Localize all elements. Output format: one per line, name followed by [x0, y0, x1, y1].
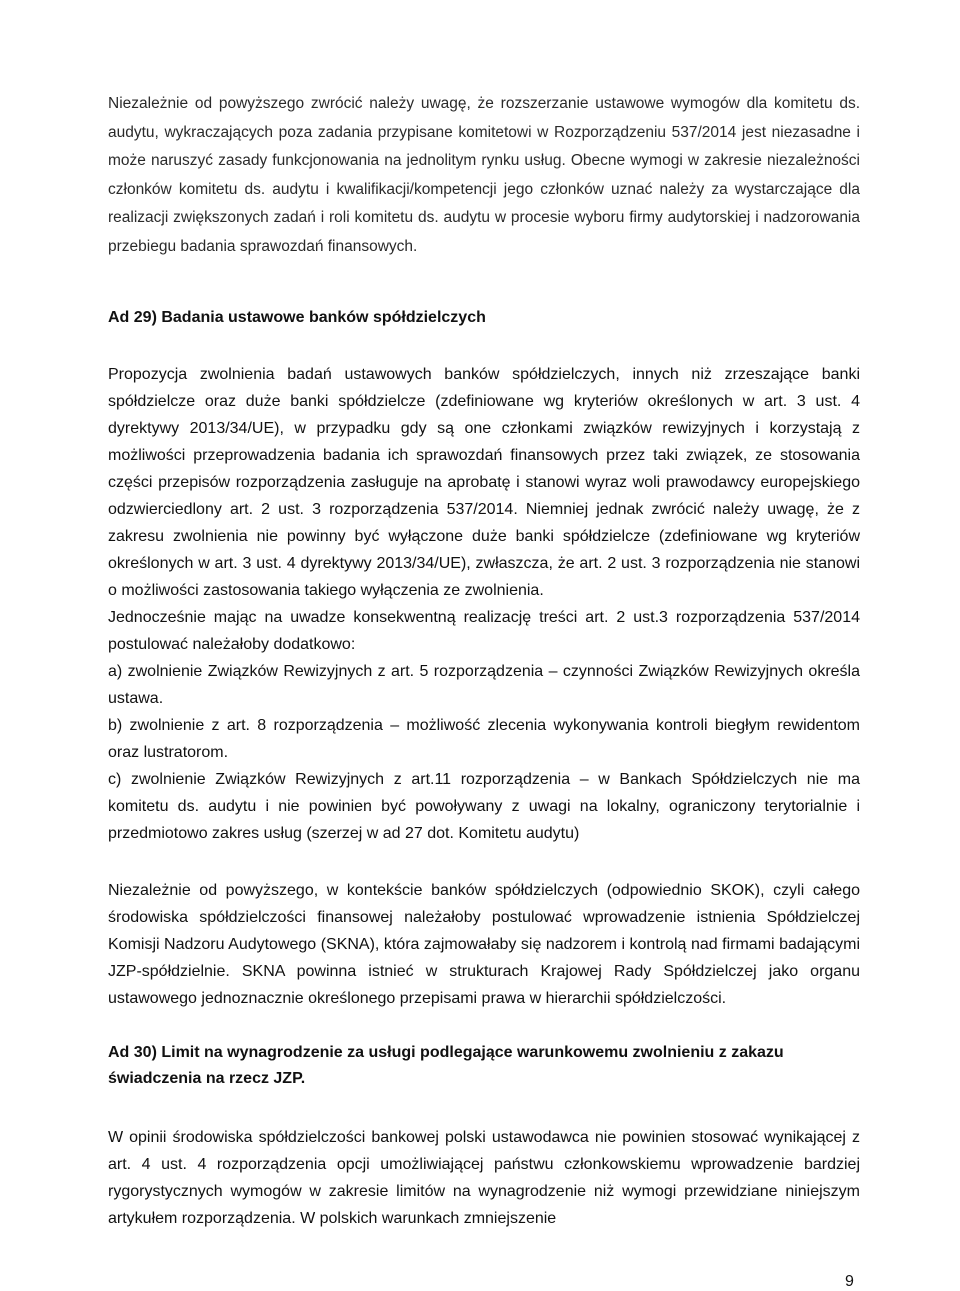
page-content	[108, 90, 860, 1232]
page-number: 9	[845, 1273, 854, 1290]
paragraph-exemption-cooperative-banks: Propozycja zwolnienia badań ustawowych banków spółdzielczych, innych niż zrzeszające banki spółdzielcze oraz duże banki spółdzielcze (zdefiniowane wg kryteriów określonych w art. 3 ust. 4 dyrektywy 2013/34/UE), w przypadku gdy są one członkami związków rewizyjnych i korzystają z możliwości przeprowadzenia badania ich sprawozdań finansowych przez taki związek, ze stosowania części przepisów rozporządzenia zasługuje na aprobatę i stanowi wyraz woli prawodawcy europejskiego odzwierciedlony art. 2 ust. 3 rozporządzenia 537/2014. Niemniej jednak zwrócić należy uwagę, że z zakresu zwolnienia nie powinny być wyłączone duże banki spółdzielcze (zdefiniowane wg kryteriów określonych w art. 3 ust. 4 dyrektywy 2013/34/UE), zwłaszcza, że art. 2 ust. 3 rozporządzenia nie stanowi o możliwości zastosowania takiego wyłączenia ze zwolnienia.	[108, 366, 860, 599]
heading-ad-30: Ad 30) Limit na wynagrodzenie za usługi podlegające warunkowemu zwolnieniu z zakazu świadczenia na rzecz JZP.	[108, 1044, 784, 1087]
paragraph-independence-audit-committee: Niezależnie od powyższego zwrócić należy uwagę, że rozszerzanie ustawowe wymogów dla komitetu ds. audytu, wykraczających poza zadania przypisane komitetowi w Rozporządzeniu 537/2014 jest niezasadne i może naruszyć zasady funkcjonowania na jednolitym rynku usług. Obecne wymogi w zakresie niezależności członków komitetu ds. audytu i kwalifikacji/kompetencji jego członków uznać należy za wystarczające dla realizacji zwiększonych zadań i roli komitetu ds. audytu w procesie wyboru firmy audytorskiej i nadzorowania przebiegu badania sprawozdań finansowych.	[108, 95, 860, 255]
heading-ad-29: Ad 29) Badania ustawowe banków spółdzielczych	[108, 309, 486, 326]
paragraph-fee-limits-opinion: W opinii środowiska spółdzielczości bankowej polski ustawodawca nie powinien stosować wynikającej z art. 4 ust. 4 rozporządzenia opcji umożliwiającej państwu członkowskiemu wprowadzenie bardziej rygorystycznych wymogów w zakresie limitów na wynagrodzenie niż wymogi przewidziane niniejszym artykułem rozporządzenia. W polskich warunkach zmniejszenie	[108, 1129, 860, 1227]
paragraph-additional-postulates-intro: Jednocześnie mając na uwadze konsekwentną realizację treści art. 2 ust.3 rozporządzenia 537/2014 postulować należałoby dodatkowo:	[108, 609, 860, 653]
paragraph-skna-proposal: Niezależnie od powyższego, w kontekście banków spółdzielczych (odpowiednio SKOK), czyli całego środowiska spółdzielczości finansowej należałoby postulować wprowadzenie istnienia Spółdzielczej Komisji Nadzoru Audytowego (SKNA), która zajmowałaby się nadzorem i kontrolą nad firmami badającymi JZP-spółdzielnie. SKNA powinna istnieć w strukturach Krajowej Rady Spółdzielczej jako organu ustawowego jednoznacznie określonego przepisami prawa w hierarchii spółdzielczości.	[108, 882, 860, 1007]
list-item-b: b) zwolnienie z art. 8 rozporządzenia – możliwość zlecenia wykonywania kontroli biegłym rewidentom oraz lustratorom.	[108, 717, 860, 761]
list-item-a: a) zwolnienie Związków Rewizyjnych z art. 5 rozporządzenia – czynności Związków Rewizyjnych określa ustawa.	[108, 663, 860, 707]
list-item-c: c) zwolnienie Związków Rewizyjnych z art.11 rozporządzenia – w Bankach Spółdzielczych nie ma komitetu ds. audytu i nie powinien być powoływany z uwagi na lokalny, ograniczony terytorialnie i przedmiotowo zakres usług (szerzej w ad 27 dot. Komitetu audytu)	[108, 771, 860, 842]
